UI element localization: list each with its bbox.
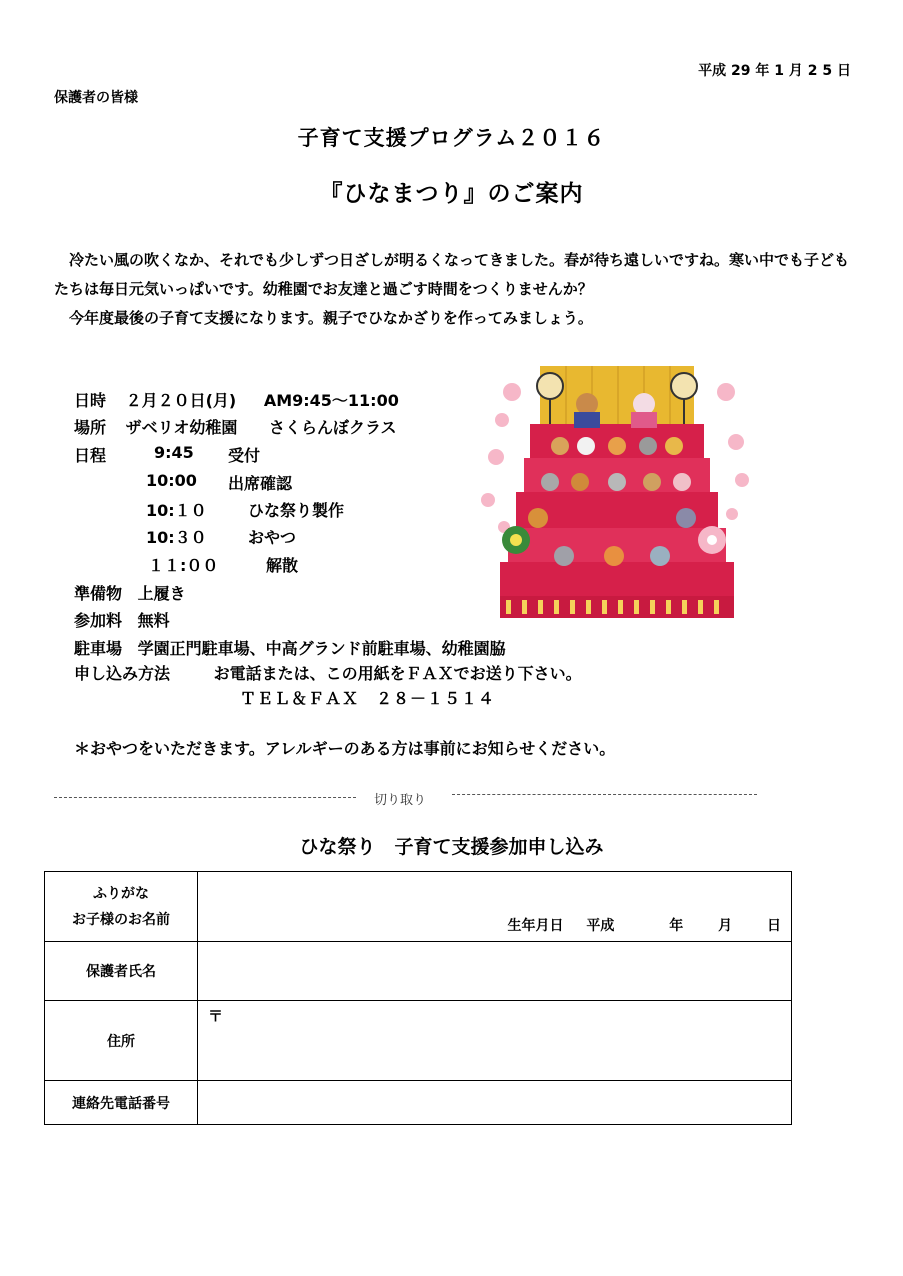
schedule-time-2: 10:00 bbox=[146, 471, 197, 490]
form-title: ひな祭り 子育て支援参加申し込み bbox=[299, 836, 604, 858]
program-title: 子育て支援プログラム２０１６ bbox=[297, 126, 606, 150]
fee-row bbox=[74, 608, 170, 631]
fee-value: 無料 bbox=[137, 611, 170, 630]
place-label: 場所 bbox=[74, 418, 107, 437]
schedule-item-4: おやつ bbox=[248, 528, 297, 547]
hina-dolls-illustration bbox=[474, 362, 760, 620]
place-name: ザベリオ幼稚園 bbox=[125, 418, 238, 437]
address-label: 住所 bbox=[45, 1001, 198, 1081]
apply-row bbox=[74, 661, 582, 684]
parking-label: 駐車場 bbox=[74, 639, 123, 658]
child-name-label-cell bbox=[45, 872, 198, 942]
schedule-item-3: ひな祭り製作 bbox=[248, 501, 345, 520]
birth-year: 年 bbox=[669, 918, 684, 934]
schedule-item-2: 出席確認 bbox=[228, 474, 293, 493]
address-field[interactable] bbox=[198, 1001, 792, 1081]
schedule-label: 日程 bbox=[74, 446, 107, 465]
birth-label: 生年月日 bbox=[507, 918, 564, 934]
document-date: 平成 29 年 1 月 2 5 日 bbox=[698, 63, 851, 79]
guardian-row bbox=[45, 942, 792, 1001]
schedule-item-5: 解散 bbox=[266, 556, 299, 575]
place-row bbox=[74, 415, 397, 438]
child-name-row bbox=[45, 872, 792, 942]
cut-label: 切り取り bbox=[374, 793, 427, 808]
guardian-field[interactable] bbox=[198, 942, 792, 1001]
event-title: 『ひなまつり』のご案内 bbox=[319, 181, 584, 207]
bring-row bbox=[74, 581, 186, 604]
hina-platform-svg bbox=[474, 362, 760, 620]
application-form bbox=[44, 871, 792, 1125]
address-row bbox=[45, 1001, 792, 1081]
intro-line-2: 今年度最後の子育て支援になります。親子でひなかざりを作ってみましょう。 bbox=[69, 309, 593, 327]
furigana-label: ふりがな bbox=[93, 885, 149, 902]
apply-value: お電話または、この用紙をＦＡＸでお送り下さい。 bbox=[213, 664, 582, 683]
schedule-time-5: １１:００ bbox=[148, 556, 219, 575]
datetime-label: 日時 bbox=[74, 391, 107, 410]
schedule-time-4: 10:３０ bbox=[146, 528, 207, 547]
phone-label: 連絡先電話番号 bbox=[45, 1081, 198, 1125]
parking-value: 学園正門駐車場、中高グランド前駐車場、幼稚園脇 bbox=[137, 639, 506, 658]
datetime-time: AM9:45～11:00 bbox=[263, 391, 399, 410]
child-name-field[interactable] bbox=[198, 872, 792, 942]
birth-date-labels bbox=[490, 915, 782, 935]
phone-row bbox=[45, 1081, 792, 1125]
datetime-row bbox=[74, 388, 399, 411]
phone-field[interactable] bbox=[198, 1081, 792, 1125]
birth-month: 月 bbox=[718, 918, 733, 934]
cut-line bbox=[54, 785, 759, 807]
schedule-time-3: 10:１０ bbox=[146, 501, 207, 520]
fee-label: 参加料 bbox=[74, 611, 123, 630]
place-room: さくらんぼクラス bbox=[269, 418, 397, 437]
postal-mark: 〒 bbox=[208, 1007, 224, 1025]
bring-value: 上履き bbox=[137, 584, 186, 603]
allergy-note: ＊おやつをいただきます。アレルギーのある方は事前にお知らせください。 bbox=[74, 739, 616, 758]
birth-era: 平成 bbox=[586, 918, 615, 934]
schedule-item-1: 受付 bbox=[228, 446, 261, 465]
birth-day: 日 bbox=[767, 918, 781, 934]
tel-fax: ＴＥＬ＆ＦＡＸ ２８－１５１４ bbox=[240, 689, 496, 708]
intro-line-1: 冷たい風の吹くなか、それでも少しずつ日ざしが明るくなってきました。春が待ち遠しいですね。寒い中でも子どもたちは毎日元気いっぱいです。幼稚園でお友達と過ごす時間をつくりませんか？ bbox=[54, 251, 850, 298]
recipient-line: 保護者の皆様 bbox=[54, 90, 138, 106]
parking-row bbox=[74, 636, 506, 659]
child-name-label: お子様のお名前 bbox=[72, 911, 170, 928]
guardian-label: 保護者氏名 bbox=[45, 942, 198, 1001]
schedule-time-1: 9:45 bbox=[154, 443, 194, 462]
bring-label: 準備物 bbox=[74, 584, 123, 603]
datetime-date: ２月２０日(月) bbox=[125, 391, 237, 410]
cut-dash-right bbox=[452, 794, 757, 795]
apply-label: 申し込み方法 bbox=[74, 664, 171, 683]
intro-paragraph bbox=[54, 246, 859, 333]
cut-dash-left bbox=[54, 797, 356, 798]
